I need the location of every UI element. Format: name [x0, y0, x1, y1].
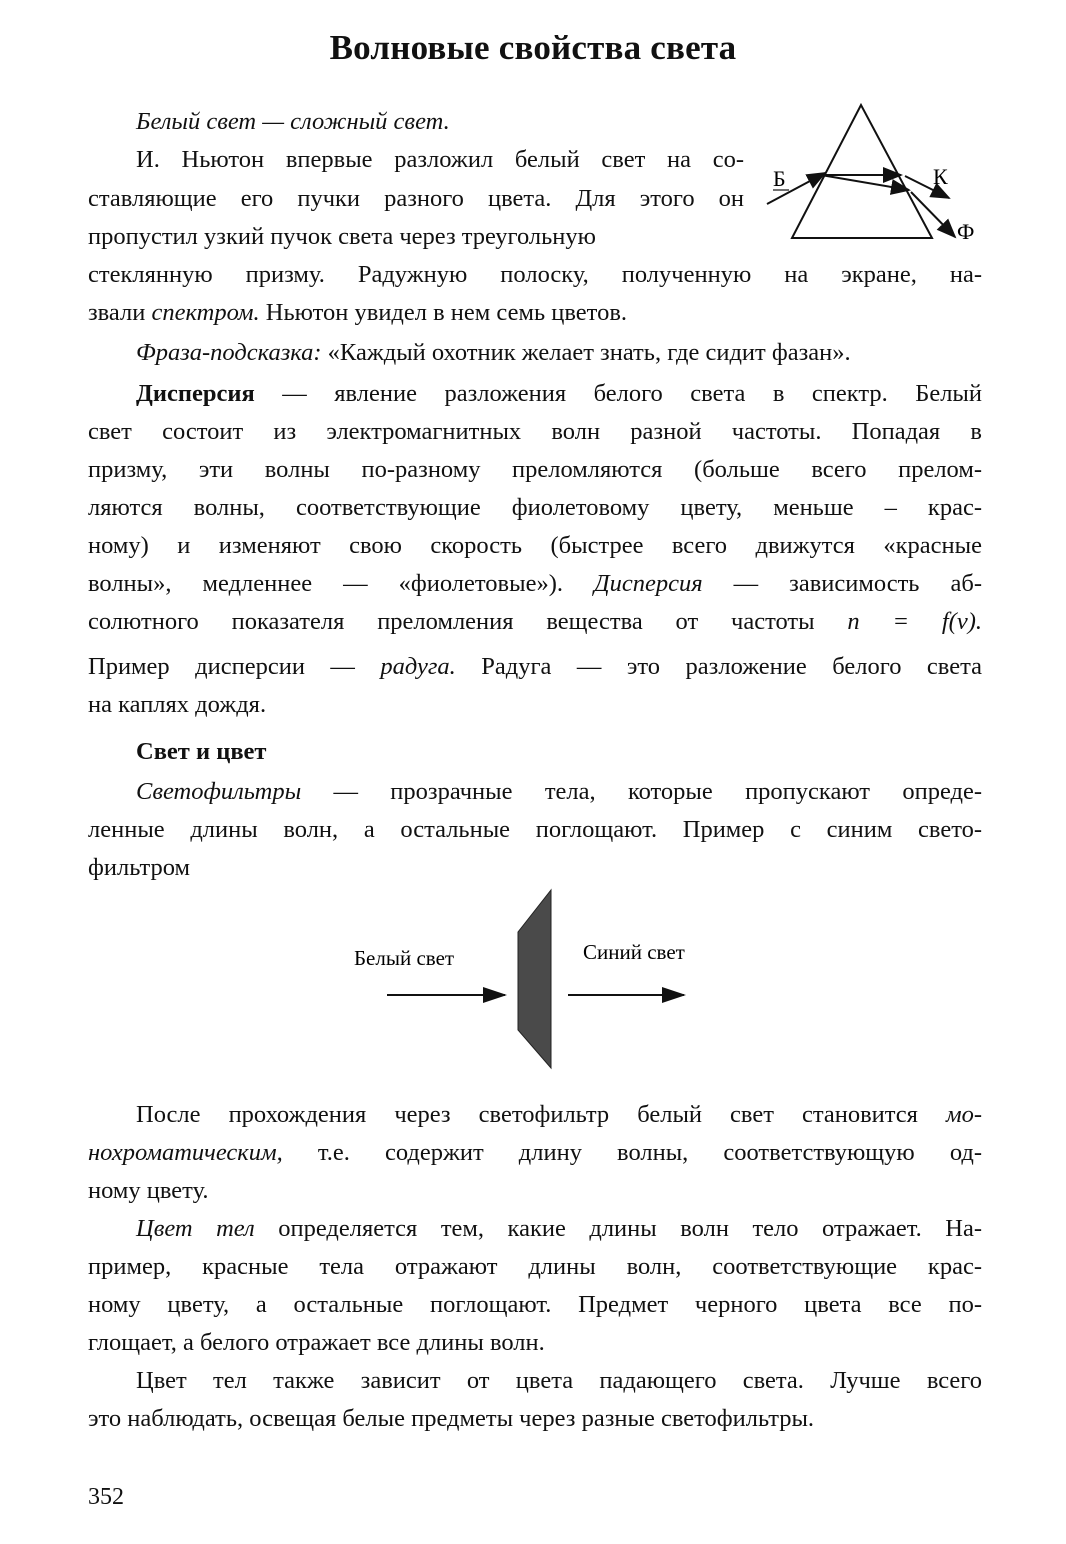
after-filter-line-1	[136, 1096, 982, 1134]
rainbow-term: радуга.	[380, 653, 456, 680]
dispersion-line-6-suffix: — зависимость аб-	[702, 570, 982, 597]
filters-term: Светофильтры	[136, 778, 302, 805]
dispersion-term-italic: Дисперсия	[594, 570, 703, 597]
dispersion-line-6	[88, 565, 982, 603]
section-heading-light-color: Свет и цвет	[136, 738, 267, 765]
prism-label-k: К	[933, 164, 948, 189]
dispersion-term: Дисперсия	[136, 380, 255, 407]
prism-label-f: Ф	[957, 219, 975, 244]
dispersion-line-7	[88, 603, 982, 641]
body-color-line-2: пример, красные тела отражают длины волн, соответствующие крас-	[88, 1253, 982, 1280]
filters-line-2: ленные длины волн, а остальные поглощают. Пример с синим свето-	[88, 816, 982, 843]
newton-line-5-suffix: Ньютон увидел в нем семь цветов.	[259, 299, 628, 326]
newton-line-4: стеклянную призму. Радужную полоску, полученную на экране, на-	[88, 261, 982, 288]
body-color-term: Цвет тел	[136, 1215, 255, 1242]
filter-right-label: Синий свет	[583, 940, 685, 964]
dispersion-line-8-prefix: Пример дисперсии —	[88, 653, 381, 680]
intro-italic-text: Белый свет — сложный свет.	[136, 108, 450, 135]
dispersion-line-9: на каплях дождя.	[88, 691, 267, 718]
filters-line-3: фильтром	[88, 854, 190, 881]
newton-line-1: И. Ньютон впервые разложил белый свет на со-	[136, 146, 744, 173]
newton-line-5	[88, 294, 982, 332]
after-filter-line-1-italic: мо-	[945, 1101, 982, 1128]
filters-line-1-rest: — прозрачные тела, которые пропускают опреде-	[301, 778, 982, 805]
intro-italic-line	[136, 103, 450, 141]
body-color-line-3: ному цвету, а остальные поглощают. Предмет черного цвета все по-	[88, 1291, 982, 1318]
dispersion-line-8-suffix: Радуга — это разложение белого света	[455, 653, 982, 680]
blue-filter-shape	[518, 890, 551, 1068]
dispersion-formula: n = f(ν).	[847, 608, 982, 635]
filter-left-label: Белый свет	[354, 946, 455, 970]
after-filter-line-2	[88, 1134, 982, 1172]
body-color-line-1	[136, 1210, 982, 1248]
prism-label-b: Б	[773, 166, 786, 191]
dispersion-line-5: ному) и изменяют свою скорость (быстрее всего движутся «красные	[88, 532, 982, 559]
hint-text: «Каждый охотник желает знать, где сидит фазан».	[321, 339, 851, 366]
dispersion-line-6-prefix: волны», медленнее — «фиолетовые»).	[88, 570, 594, 597]
filter-diagram	[340, 885, 720, 1080]
newton-line-5-prefix: звали	[88, 299, 152, 326]
dispersion-line-2: свет состоит из электромагнитных волн разной частоты. Попадая в	[88, 418, 982, 445]
last-paragraph-line-1: Цвет тел также зависит от цвета падающего света. Лучше всего	[136, 1367, 982, 1394]
page-title: Волновые свойства света	[329, 28, 737, 67]
last-paragraph-line-2: это наблюдать, освещая белые предметы через разные светофильтры.	[88, 1405, 815, 1432]
body-color-line-1-rest: определяется тем, какие длины волн тело отражает. На-	[254, 1215, 983, 1242]
body-color-line-4: глощает, а белого отражает все длины волн.	[88, 1329, 545, 1356]
spectrum-term: спектром.	[151, 299, 260, 326]
newton-line-2: ставляющие его пучки разного цвета. Для этого он	[88, 185, 744, 212]
hint-line	[136, 334, 1030, 372]
after-filter-line-1-prefix: После прохождения через светофильтр белый свет становится	[136, 1101, 946, 1128]
filters-line-1	[136, 773, 982, 811]
after-filter-line-3: ному цвету.	[88, 1177, 209, 1204]
dispersion-line-3: призму, эти волны по-разному преломляются (больше всего прелом-	[88, 456, 982, 483]
dispersion-line-1-rest: — явление разложения белого света в спектр. Белый	[254, 380, 982, 407]
prism-shape	[792, 105, 932, 238]
dispersion-line-4: ляются волны, соответствующие фиолетовому цвету, меньше – крас-	[88, 494, 982, 521]
after-filter-line-2-suffix: т.е. содержит длину волны, соответствующую од-	[282, 1139, 982, 1166]
page-number: 352	[88, 1484, 124, 1510]
hint-label: Фраза-подсказка:	[136, 339, 322, 366]
prism-diagram	[755, 100, 990, 250]
inner-ray-violet	[821, 175, 909, 190]
monochromatic-term: нохроматическим,	[88, 1139, 283, 1166]
dispersion-line-1	[136, 375, 982, 413]
newton-line-3: пропустил узкий пучок света через треугольную	[88, 223, 596, 250]
dispersion-line-7-prefix: солютного показателя преломления вещества от частоты	[88, 608, 848, 635]
dispersion-line-8	[88, 648, 982, 686]
